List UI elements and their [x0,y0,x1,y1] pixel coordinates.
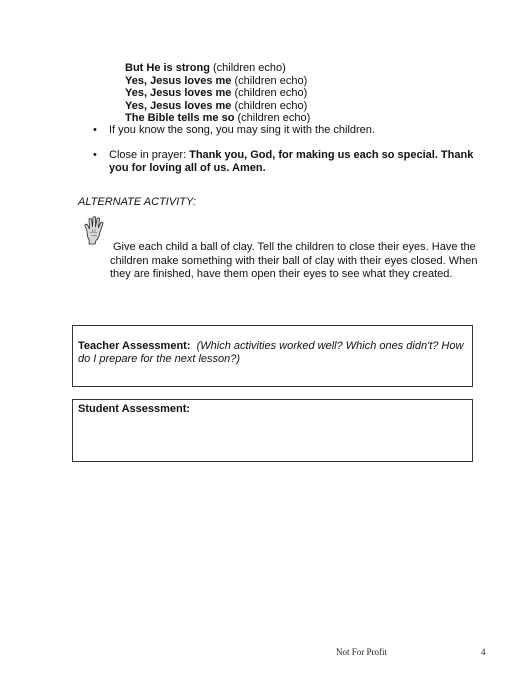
lyric-bold: The Bible tells me so [125,112,235,124]
student-assessment-content [73,400,472,416]
song-line [125,100,310,113]
page-number: 4 [481,647,486,657]
bullet-dot: • [93,149,97,161]
activity-instructions: Give each child a ball of clay. Tell the children to close their eyes. Have the children make something with their ball of clay with their eyes closed. When they are finished, have them open their eyes to see what they created. [110,241,478,280]
bullet-text [109,149,494,175]
song-line [125,75,310,88]
lyric-echo: (children echo) [209,62,286,74]
bullet-text: If you know the song, you may sing it with the children. [109,124,375,136]
song-lyrics [125,62,310,125]
alternate-activity-title: ALTERNATE ACTIVITY: [78,196,196,208]
lyric-echo: (children echo) [231,74,308,87]
song-line [125,87,310,100]
lyric-bold: Yes, Jesus loves me [125,74,232,87]
prayer-lead: Close in prayer: [109,149,190,161]
hand-icon [82,215,108,245]
lyric-echo: (children echo) [231,99,308,112]
teacher-assessment-content [73,326,472,366]
teacher-assessment-box[interactable] [72,325,473,387]
footer-text: Not For Profit [336,647,388,657]
song-line [125,112,310,125]
student-assessment-box[interactable] [72,399,473,462]
lyric-echo: (children echo) [234,112,311,124]
teacher-assessment-note: (Which activities worked well? Which ones didn't? How do I prepare for the next lesson?) [78,340,464,365]
student-assessment-label: Student Assessment: [78,403,191,415]
prayer-text: Thank you, God, for making us each so special. Thank you for loving all of us. Amen. [109,149,474,174]
lyric-bold: But He is strong [125,62,210,74]
teacher-assessment-label: Teacher Assessment: [78,340,191,352]
lyric-bold: Yes, Jesus loves me [125,99,232,112]
alternate-activity-text [110,241,485,282]
song-line [125,62,310,75]
bullet-dot: • [93,124,97,136]
lyric-echo: (children echo) [231,87,308,99]
lyric-bold: Yes, Jesus loves me [125,87,232,99]
